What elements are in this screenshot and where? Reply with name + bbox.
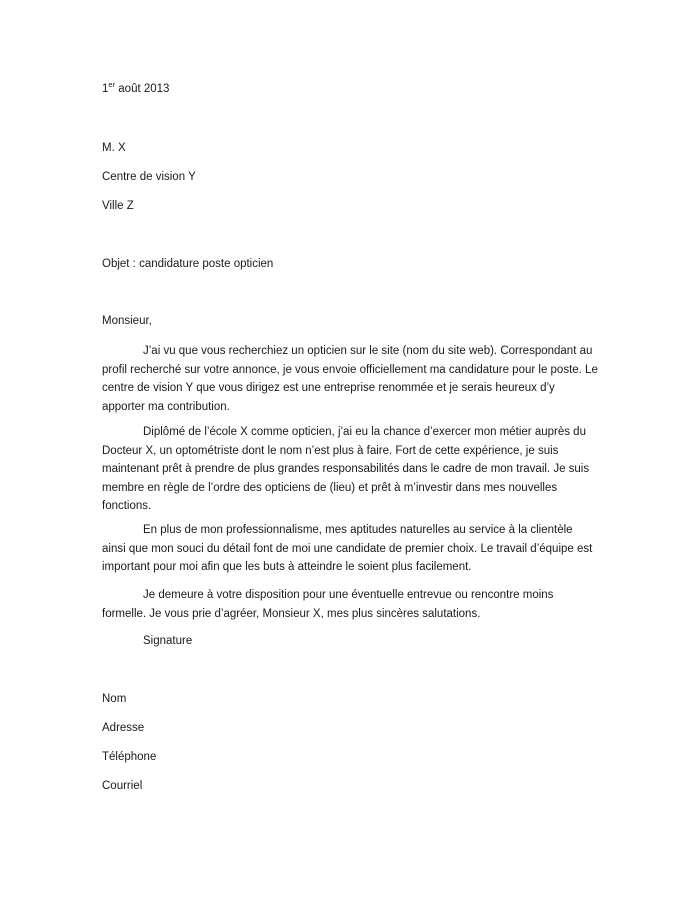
letter-subject: Objet : candidature poste opticien	[102, 258, 274, 270]
body-paragraph-4: Je demeure à votre disposition pour une éventuelle entrevue ou rencontre moins formelle. Je vous prie d’agréer, Monsieur X, mes plus sincères salutations.	[102, 589, 554, 620]
recipient-organization: Centre de vision Y	[102, 171, 196, 183]
date-day: 1	[102, 83, 109, 95]
recipient-city: Ville Z	[102, 200, 134, 212]
signature-line: Signature	[143, 635, 193, 647]
letter-salutation: Monsieur,	[102, 315, 152, 327]
body-paragraph-3: En plus de mon professionnalisme, mes aptitudes naturelles au service à la clientèle ainsi que mon souci du détail font de moi une candidate de premier choix. Le travail d’équipe est important pour moi afin que les buts à atteindre le soient plus facilement.	[102, 524, 593, 574]
sender-email: Courriel	[102, 780, 143, 792]
sender-address: Adresse	[102, 722, 145, 734]
letter-date	[102, 82, 169, 96]
body-paragraph-1: J’ai vu que vous recherchiez un opticien sur le site (nom du site web). Correspondant au profil recherché sur votre annonce, je vous envoie officiellement ma candidature pour le poste. Le centre de vision Y que vous dirigez est une entreprise renommée et je serais heureux d’y apporter ma contribution.	[102, 345, 598, 413]
date-rest: août 2013	[115, 83, 170, 95]
sender-name: Nom	[102, 693, 127, 705]
recipient-name: M. X	[102, 142, 126, 154]
date-ordinal: er	[108, 80, 116, 90]
sender-phone: Téléphone	[102, 751, 157, 763]
body-paragraph-2: Diplômé de l’école X comme opticien, j’ai eu la chance d’exercer mon métier auprès du Docteur X, un optométriste dont le nom n’est plus à faire. Fort de cette expérience, je suis maintenant prêt à prendre de plus grandes responsabilités dans le cadre de mon travail. Je suis membre en règle de l’ordre des opticiens de (lieu) et prêt à m’investir dans mes nouvelles fonctions.	[102, 426, 590, 513]
